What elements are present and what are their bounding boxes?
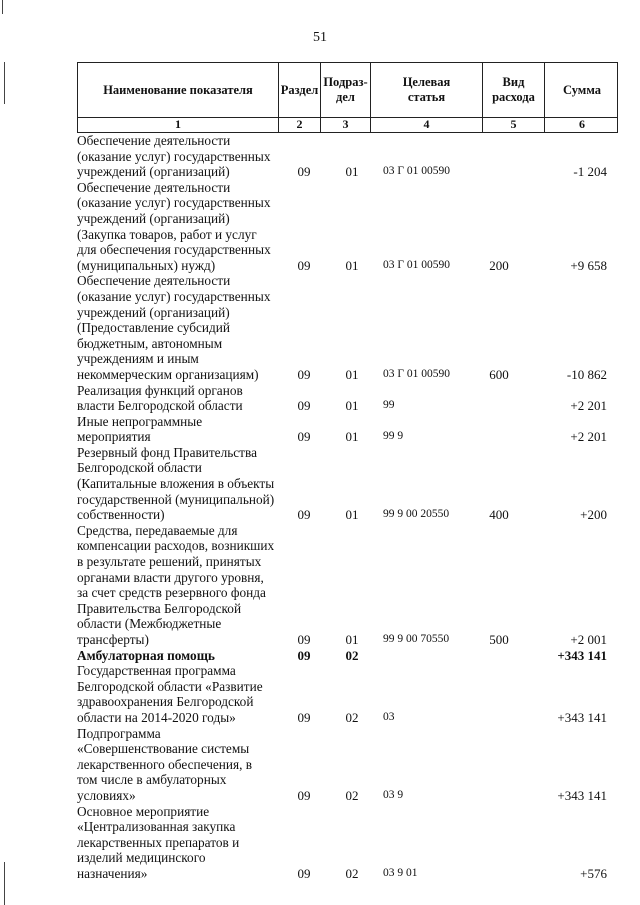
- row-name: Подпрограмма «Совершенствование системы лекарственного обеспечения, в том числе в амбулаторных условиях»: [77, 725, 253, 803]
- column-number: 3: [320, 118, 370, 132]
- row-name: Средства, передаваемые для компенсации расходов, возникших в результате решений, принятых органами власти другого уровня, за счет средств резервного фонда Правительства Белгородской области (Межбюджетные трансферты): [77, 522, 275, 647]
- row-summa: +576: [580, 865, 607, 881]
- header-summa: [544, 63, 619, 117]
- row-summa: +200: [580, 507, 607, 523]
- row-celevaya: 03 9 01: [383, 866, 418, 879]
- column-number: 6: [544, 118, 619, 132]
- row-name: Иные непрограммные мероприятия: [77, 413, 203, 445]
- page-number: 51: [313, 30, 327, 45]
- table-row: [77, 726, 618, 804]
- table-row: [77, 804, 618, 882]
- row-summa: -10 862: [566, 366, 607, 382]
- row-razdel: 09: [297, 429, 311, 445]
- row-summa: +343 141: [557, 787, 607, 803]
- row-summa: +343 141: [557, 647, 607, 663]
- header-podrazdel-label: Подраз- дел: [323, 75, 368, 104]
- table-header: [77, 62, 618, 118]
- row-celevaya: 03 Г 01 00590: [383, 258, 451, 271]
- table-body: [77, 133, 618, 882]
- row-celevaya: 03: [383, 710, 395, 723]
- table-row: [77, 414, 618, 445]
- table-row: [77, 523, 618, 648]
- row-podrazdel: 01: [345, 507, 359, 523]
- row-name: Резервный фонд Правительства Белгородской области (Капитальные вложения в объекты государственной (муниципальной) собственности): [77, 444, 275, 523]
- table-row: [77, 383, 618, 414]
- row-name: Реализация функций органов власти Белгородской области: [77, 382, 243, 414]
- row-podrazdel: 01: [345, 429, 359, 445]
- row-podrazdel: 01: [345, 366, 359, 382]
- row-celevaya: 99 9 00 70550: [383, 633, 450, 645]
- row-summa: +2 001: [570, 632, 607, 647]
- row-razdel: 09: [297, 709, 311, 725]
- budget-table: [77, 62, 618, 882]
- table-row: [77, 663, 618, 725]
- row-razdel: 09: [297, 398, 311, 414]
- row-razdel: 09: [297, 257, 311, 273]
- page-edge-mark-left: [4, 62, 5, 104]
- row-vid: 600: [489, 366, 509, 382]
- header-podrazdel: [320, 63, 370, 117]
- row-summa: +2 201: [570, 398, 607, 414]
- header-razdel-label: Раздел: [280, 82, 319, 97]
- row-vid: 500: [489, 632, 509, 647]
- row-summa: -1 204: [573, 164, 607, 180]
- row-podrazdel: 02: [345, 709, 359, 725]
- row-razdel: 09: [297, 787, 311, 803]
- row-name: Обеспечение деятельности (оказание услуг) государственных учреждений (организаций) (Закупка товаров, работ и услуг для обеспечения государственных (муниципальных) нужд): [77, 179, 271, 273]
- header-name: [78, 63, 278, 117]
- row-podrazdel: 01: [345, 257, 359, 273]
- row-celevaya: 99 9: [383, 430, 404, 443]
- table-row: [77, 273, 618, 382]
- column-number: 2: [278, 118, 320, 132]
- column-number: 4: [370, 118, 482, 132]
- table-row: [77, 445, 618, 523]
- row-name: Основное мероприятие «Централизованная закупка лекарственных препаратов и изделий медицинского назначения»: [77, 803, 240, 881]
- page-edge-mark-top: [2, 0, 3, 14]
- header-celevaya-label: Целевая статья: [402, 75, 451, 104]
- table-row: [77, 133, 618, 180]
- row-vid: 400: [489, 507, 509, 523]
- table-row: [77, 648, 618, 664]
- header-razdel: [278, 63, 320, 117]
- row-razdel: 09: [297, 647, 311, 663]
- row-celevaya: 99: [383, 399, 395, 412]
- header-celevaya: [370, 63, 482, 117]
- row-summa: +2 201: [570, 429, 607, 445]
- row-razdel: 09: [297, 164, 311, 180]
- row-podrazdel: 01: [345, 632, 359, 647]
- header-summa-label: Сумма: [563, 82, 601, 97]
- row-vid: 200: [489, 257, 509, 273]
- row-celevaya: 03 Г 01 00590: [383, 367, 451, 380]
- row-name: Обеспечение деятельности (оказание услуг) государственных учреждений (организаций): [77, 133, 271, 180]
- row-podrazdel: 02: [345, 787, 359, 803]
- header-name-label: Наименование показателя: [103, 82, 253, 97]
- header-vid: [482, 63, 544, 117]
- row-razdel: 09: [297, 366, 311, 382]
- row-celevaya: 99 9 00 20550: [383, 508, 450, 521]
- column-numbers-row: [77, 118, 618, 133]
- row-name: Обеспечение деятельности (оказание услуг) государственных учреждений (организаций) (Предоставление субсидий бюджетным, автономным учреждениям и иным некоммерческим организациям): [77, 273, 271, 382]
- table-row: [77, 180, 618, 274]
- row-summa: +9 658: [570, 257, 607, 273]
- row-celevaya: 03 9: [383, 788, 404, 801]
- row-name: Государственная программа Белгородской области «Развитие здравоохранения Белгородской области на 2014-2020 годы»: [77, 663, 263, 725]
- header-vid-label: Вид расхода: [492, 75, 535, 104]
- page-edge-mark-bottom: [4, 862, 5, 905]
- row-podrazdel: 01: [345, 398, 359, 414]
- row-podrazdel: 02: [345, 865, 359, 881]
- row-razdel: 09: [297, 632, 311, 647]
- row-razdel: 09: [297, 865, 311, 881]
- row-razdel: 09: [297, 507, 311, 523]
- row-podrazdel: 02: [345, 647, 359, 663]
- row-podrazdel: 01: [345, 164, 359, 180]
- row-summa: +343 141: [557, 709, 607, 725]
- row-name: Амбулаторная помощь: [77, 647, 215, 663]
- column-number: 5: [482, 118, 544, 132]
- row-celevaya: 03 Г 01 00590: [383, 165, 451, 178]
- column-number: 1: [175, 117, 181, 131]
